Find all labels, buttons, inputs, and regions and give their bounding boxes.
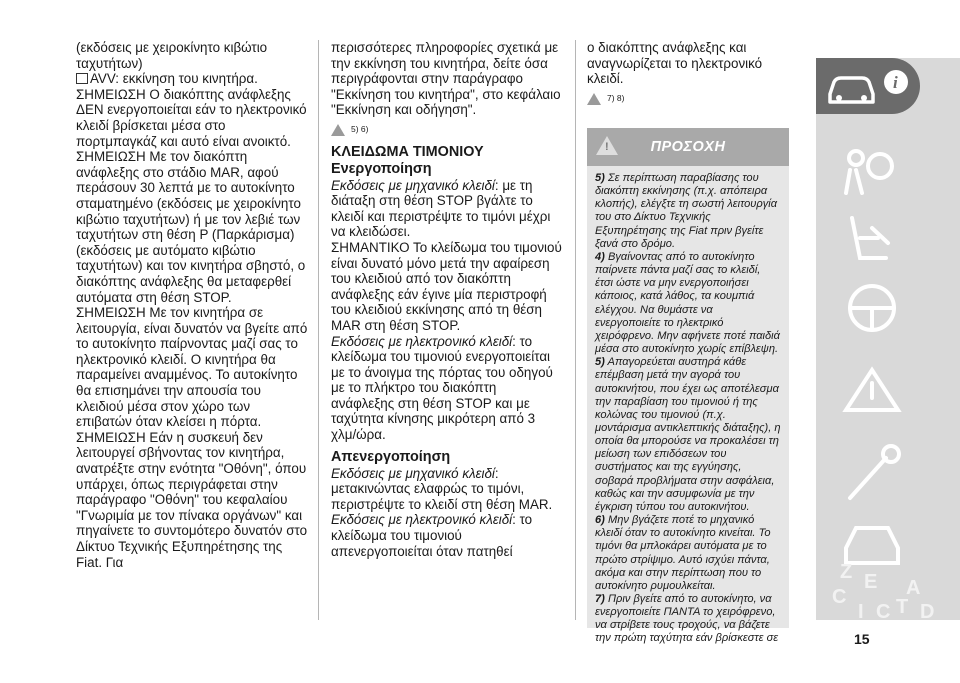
- item-number: 4): [595, 250, 605, 263]
- item-text: Απαγορεύεται αυστηρά κάθε επέμβαση μετά την αγορά του αυτοκινήτου, που έχει ως αποτέλεσμα την παραβίαση του τιμονιού ή της κολώνας του τιμονιού (π.χ. μοντάρισμα αντικλεπτικής διάταξης), η οποία θα μπορούσε να προκαλέσει τη μείωση των επιδόσεων του συστήματος και της εγγύησης, σοβαρά προβλήματα στην ασφάλεια, καθώς και την ασυμφωνία με την έγκριση τύπου του αυτοκινήτου.: [595, 356, 781, 513]
- note-paragraph: ΣΗΜΕΙΩΣΗ Με τον κινητήρα σε λειτουργία, είναι δυνατόν να βγείτε από το αυτοκίνητο παίρνοντας μαζί σας το ηλεκτρονικό κλειδί. Ο κινητήρα θα παραμείνει αναμμένος. Το αυτοκίνητο θα επισημάνει την απουσία του κλειδιού μέσα στον χώρο των επιβατών όταν κλείσει η πόρτα.: [76, 305, 308, 430]
- warning-triangle-icon: [587, 93, 601, 105]
- avv-line: [76, 71, 308, 87]
- warning-body: [587, 166, 789, 645]
- index-letters-icon: [832, 561, 934, 623]
- column-divider: [318, 40, 319, 620]
- text-column-2: [331, 40, 563, 559]
- airbag-icon: [846, 151, 892, 193]
- svg-text:Z: Z: [840, 561, 853, 583]
- warning-box: [587, 128, 789, 645]
- subsection-heading: Απενεργοποίηση: [331, 448, 451, 465]
- text-column-1: [76, 40, 308, 570]
- chapter-icons: [816, 58, 960, 623]
- svg-text:C: C: [876, 601, 891, 623]
- warning-item: [595, 172, 781, 251]
- paragraph: [331, 334, 563, 443]
- car-info-icon: [816, 58, 920, 114]
- item-number: 6): [595, 514, 605, 527]
- paragraph-text: : το κλείδωμα του τιμονιού ενεργοποιείται με το άνοιγμα της πόρτας του οδηγού με το πλήκτρο του διακόπτη ανάφλεξης στη θέση STOP και με ταχύτητα κίνησης μικρότερη από 3 χλμ/ώρα.: [331, 333, 553, 443]
- warning-item: [595, 514, 781, 593]
- note-paragraph: ΣΗΜΕΙΩΣΗ Με τον διακόπτη ανάφλεξης στο στάδιο MAR, αφού περάσουν 30 λεπτά με το αυτοκίνητο σταματημένο (εκδόσεις με χειροκίνητο κιβώτιο ταχυτήτων) ή με τον λεβιέ των ταχυτήτων στη θέση P (Παρκάρισμα) (εκδόσεις με αυτόματο κιβώτιο ταχυτήτων) και τον κινητήρα σβηστό, ο διακόπτης ανάφλεξης θα μεταφερθεί αυτόματα στη θέση STOP.: [76, 149, 306, 305]
- warning-item: [595, 593, 781, 646]
- svg-text:E: E: [864, 571, 878, 593]
- warning-title: ΠΡΟΣΟΧΗ: [650, 139, 726, 155]
- paragraph: ΣΗΜΑΝΤΙΚΟ Το κλείδωμα του τιμονιού είναι δυνατό μόνο μετά την αφαίρεση του κλειδιού από τον διακόπτη ανάφλεξης εάν έγινε μία περιστροφή του κλειδιού εκκίνησης από τη θέση MAR στη θέση STOP.: [331, 239, 562, 333]
- paragraph-text: : μετακινώντας ελαφρώς το τιμόνι, περιστρέψτε το κλειδί στη θέση MAR.: [331, 465, 553, 512]
- paragraph-text: : με τη διάταξη στη θέση STOP βγάλτε το κλειδί και περιστρέψτε το τιμόνι μέχρι να κλειδώσει.: [331, 177, 551, 240]
- note-paragraph: ΣΗΜΕΙΩΣΗ Ο διακόπτης ανάφλεξης ΔΕΝ ενεργοποιείται εάν το ηλεκτρονικό κλειδί βρίσκεται μέσα στο πορτμπαγκάζ και αυτό είναι ανοικτό.: [76, 86, 307, 149]
- item-number: 5): [595, 172, 605, 184]
- wrench-icon: [850, 446, 899, 498]
- paragraph: [331, 512, 563, 559]
- item-text: Μην βγάζετε ποτέ το μηχανικό κλειδί όταν το αυτοκίνητο κινείται. Το τιμόνι θα μπλοκάρει αυτόματα με το πρώτο στρίψιμο. Αυτό ισχύει πάντα, ακόμα και στην περίπτωση που το αυτοκίνητο ρυμουλκείται.: [595, 514, 771, 592]
- avv-text: AVV: εκκίνηση του κινητήρα.: [90, 71, 258, 87]
- warning-header: [587, 128, 789, 166]
- paragraph: (εκδόσεις με χειροκίνητο κιβώτιο: [76, 40, 268, 55]
- page-number: 15: [854, 631, 870, 647]
- steering-wheel-icon: [850, 286, 894, 330]
- item-number: 7): [595, 593, 605, 605]
- active-chapter-tab[interactable]: [816, 58, 920, 114]
- warning-item: [595, 251, 781, 356]
- paragraph: ταχυτήτων): [76, 55, 143, 71]
- italic-lead: Εκδόσεις με ηλεκτρονικό κλειδί: [331, 512, 513, 528]
- key-icon: [76, 73, 88, 84]
- paragraph: ο διακόπτης ανάφλεξης και αναγνωρίζεται το ηλεκτρονικό κλειδί.: [587, 40, 763, 87]
- svg-text:C: C: [832, 586, 847, 608]
- item-text: Σε περίπτωση παραβίασης του διακόπτη εκκίνησης (π.χ. απόπειρα κλοπής), ελέγξτε τη σωστή λειτουργία του στο Δίκτυο Τεχνικής Εξυπηρέτησης της Fiat πριν βγείτε ξανά στο δρόμο.: [595, 172, 778, 250]
- warning-triangle-icon: [331, 124, 345, 136]
- svg-text:i: i: [893, 73, 898, 92]
- warning-item: [595, 356, 781, 514]
- note-paragraph: ΣΗΜΕΙΩΣΗ Εάν η συσκευή δεν λειτουργεί σβήνοντας τον κινητήρα, ανατρέξτε στην ενότητα "Οθόνη", όπου υπάρχει, όπως περιγράφεται στην παράγραφο "Οθόνη" του κεφαλαίου "Γνωριμία με τον πίνακα οργάνων" και πηγαίνετε το συντομότερο δυνατόν στο Δίκτυο Τεχνικής Εξυπηρέτησης της Fiat. Για: [76, 429, 308, 570]
- italic-lead: Εκδόσεις με μηχανικό κλειδί: [331, 465, 495, 481]
- paragraph: [331, 178, 563, 240]
- chapter-sidebar: [816, 58, 960, 623]
- paragraph: περισσότερες πληροφορίες σχετικά με την εκκίνηση του κινητήρα, δείτε όσα περιγράφονται στην παράγραφο "Εκκίνηση του κινητήρα", στο κεφάλαιο "Εκκίνηση και οδήγηση".: [331, 40, 561, 118]
- svg-text:I: I: [858, 601, 864, 623]
- car-service-icon: [846, 528, 898, 563]
- italic-lead: Εκδόσεις με μηχανικό κλειδί: [331, 177, 495, 193]
- warning-references: [587, 91, 787, 107]
- svg-text:D: D: [920, 601, 935, 623]
- italic-lead: Εκδόσεις με ηλεκτρονικό κλειδί: [331, 333, 513, 349]
- svg-text:T: T: [896, 596, 909, 618]
- column-divider: [575, 40, 576, 620]
- reference-numbers: 5) 6): [351, 123, 369, 134]
- seat-icon: [852, 218, 888, 258]
- warning-references: [331, 122, 563, 138]
- section-heading: ΚΛΕΙΔΩΜΑ ΤΙΜΟΝΙΟΥ: [331, 143, 484, 160]
- paragraph-text: : το κλείδωμα του τιμονιού απενεργοποιείται όταν πατηθεί: [331, 512, 533, 559]
- svg-text:A: A: [906, 577, 921, 599]
- item-number: 5): [595, 356, 605, 369]
- item-text: Βγαίνοντας από το αυτοκίνητο παίρνετε πάντα μαζί σας το κλειδί, έτσι ώστε να μην ενεργοποιήσει κάποιος, κατά λάθος, τα κουμπιά ελέγχου. Να θυμάστε να ενεργοποιείτε το ηλεκτρικό χειρόφρενο. Μην αφήνετε ποτέ παιδιά μέσα στο αυτοκίνητο χωρίς επίβλεψη.: [595, 250, 780, 356]
- paragraph: [331, 466, 563, 513]
- warning-light-icon: [846, 370, 898, 410]
- reference-numbers: 7) 8): [607, 92, 625, 103]
- subsection-heading: Ενεργοποίηση: [331, 160, 432, 177]
- warning-triangle-icon: !: [596, 136, 618, 155]
- text-column-3: [587, 40, 787, 112]
- item-text: Πριν βγείτε από το αυτοκίνητο, να ενεργοποιείτε ΠΑΝΤΑ το χειρόφρενο, να στρίβετε τους τροχούς, να βάζετε την πρώτη ταχύτητα εάν βρίσκεστε σε: [595, 593, 779, 645]
